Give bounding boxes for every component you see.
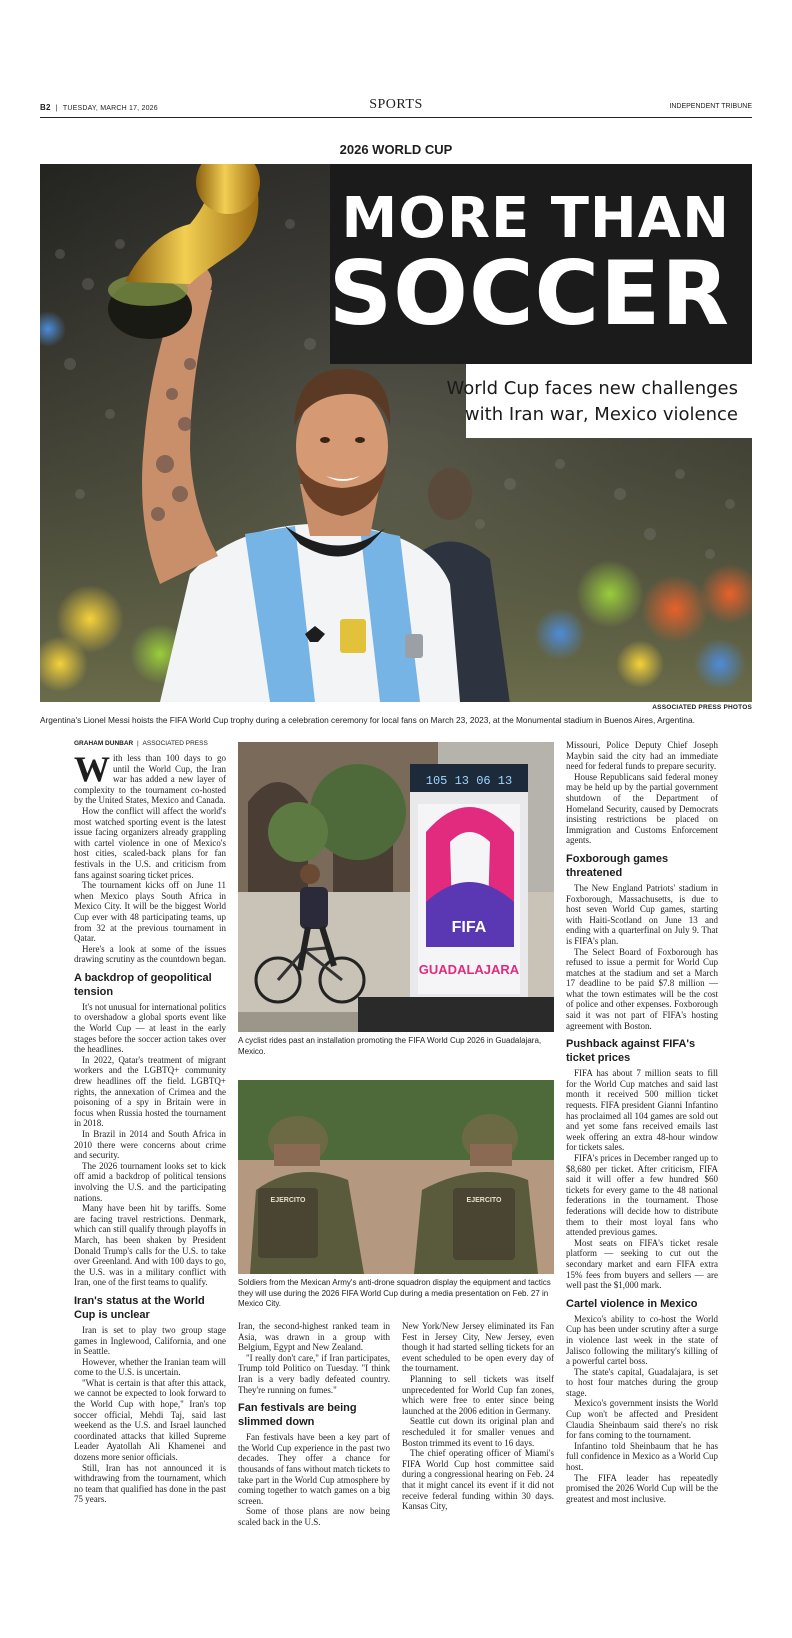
paragraph: Planning to sell tickets was itself unprecedented for World Cup fan zones, which were free to enter since being launched at the 2006 edition in Germany. (402, 1373, 554, 1416)
subheadline-line-1: World Cup faces new challenges (446, 378, 738, 399)
paragraph: Fan festivals have been a key part of the World Cup experience in the past two decades. They offer a chance for thousands of fans without match tickets to take part in the World Cup atmosphere by coming together to watch games on a big screen. (238, 1432, 390, 1506)
paragraph: Most seats on FIFA's ticket resale platform — seeking to cut out the secondary market and earn FIFA extra 15% fees from buyers and sellers — are well past the $1,000 mark. (566, 1237, 718, 1291)
hero-caption: Argentina's Lionel Messi hoists the FIFA World Cup trophy during a celebration ceremony for local fans on March 23, 2023, at the Monumental stadium in Buenos Aires, Argentina. (40, 715, 695, 725)
photo-soldiers (238, 1080, 554, 1274)
article-column-1 (74, 740, 226, 1505)
byline-agency: ASSOCIATED PRESS (142, 740, 208, 747)
paragraph: Some of those plans are now being scaled back in the U.S. (238, 1506, 390, 1527)
paragraph: FIFA has about 7 million seats to fill for the World Cup matches and said last month it received 500 million ticket requests. FIFA president Gianni Infantino has proclaimed all 104 games are sold out and yet some fans received emails last week offering an extra 48-hour window for tickets sales. (566, 1068, 718, 1153)
paragraph: Iran, the second-highest ranked team in Asia, was drawn in a group with Belgium, Egypt and New Zealand. (238, 1321, 390, 1353)
paragraph: However, whether the Iranian team will come to the U.S. is uncertain. (74, 1356, 226, 1378)
article-column-3 (402, 1321, 554, 1512)
folio-rule (40, 117, 752, 118)
hero-photo (40, 164, 752, 702)
paragraph: House Republicans said federal money may be held up by the partial government shutdown of the Department of Homeland Security, caused by Democrats insisting restrictions be placed on Immigration and Customs Enforcement agents. (566, 771, 718, 846)
subhead: Fan festivals are being slimmed down (238, 1402, 357, 1429)
photo-guadalajara-caption: A cyclist rides past an installation promoting the FIFA World Cup 2026 in Guadalajara, Mexico. (238, 1036, 542, 1056)
page-number: B2 (40, 103, 51, 112)
article-column-4 (566, 740, 718, 1504)
paragraph: "I really don't care," if Iran participates, Trump told Politico on Tuesday. "I think Iran is a very badly defeated country. They're running on fumes." (238, 1352, 390, 1395)
section-name: SPORTS (369, 97, 423, 112)
subheadline-box (446, 364, 752, 438)
subheadline-line-2: with Iran war, Mexico violence (464, 404, 738, 425)
patch-left-text: EJERCITO (270, 1197, 306, 1204)
headline-line-2: SOCCER (328, 242, 730, 345)
paragraph: Iran is set to play two group stage games in Inglewood, California, and one in Seattle. (74, 1324, 226, 1357)
byline-sep: | (137, 740, 139, 747)
drop-cap: W (74, 749, 110, 789)
paragraph: "What is certain is that after this attack, we cannot be expected to look forward to the World Cup with hope," Iran's top soccer official, Mehdi Taj, said last weekend as the U.S. and Israel launched coordinated attacks that killed Supreme Leader Ayatollah Ali Khamenei and dozens more senior officials. (74, 1377, 226, 1463)
folio-separator: | (55, 105, 58, 112)
paragraph: Still, Iran has not announced it is withdrawing from the tournament, which no team that qualified has done in the past 75 years. (74, 1462, 226, 1505)
paragraph: FIFA's prices in December ranged up to $8,680 per ticket. After criticism, FIFA said it will offer a few hundred $60 tickets for every game to the 48 national federations in the tournament. Those federations will decide how to distribute them to their most loyal fans who attended previous games. (566, 1153, 718, 1238)
paragraph: Mexico's ability to co-host the World Cup has been under scrutiny after a surge in violence last week in the state of Jalisco following the military's killing of a powerful cartel boss. (566, 1313, 718, 1367)
byline (74, 740, 226, 747)
paragraph: Many have been hit by tariffs. Some are facing travel restrictions. Denmark, which can still qualify through playoffs in March, has been shaken by President Donald Trump's calls for the U.S. to take over Greenland. And with 100 days to go, the U.S. was in a military conflict with Iran, one of the first teams to qualify. (74, 1203, 226, 1288)
soldiers-illustration (238, 1080, 554, 1274)
paragraph: In Brazil in 2014 and South Africa in 2010 there were concerns about crime and security. (74, 1129, 226, 1161)
paragraph: Mexico's government insists the World Cup won't be affected and President Claudia Sheinbaum said there's no risk for fans coming to the tournament. (566, 1398, 718, 1441)
paragraph: Infantino told Sheinbaum that he has full confidence in Mexico as a World Cup host. (566, 1440, 718, 1473)
headline-line-1: MORE THAN (341, 186, 730, 251)
sign-city-text: GUADALAJARA (418, 962, 520, 977)
subhead: Pushback against FIFA's ticket prices (566, 1038, 696, 1065)
paragraph: The 2026 tournament looks set to kick off amid a backdrop of political tensions involving the U.S. and the participating nations. (74, 1160, 226, 1203)
kicker: 2026 WORLD CUP (339, 142, 453, 157)
byline-author: GRAHAM DUNBAR (74, 740, 134, 747)
subhead: Iran's status at the World Cup is unclear (74, 1294, 205, 1321)
paragraph: The tournament kicks off on June 11 when Mexico plays South Africa in Mexico City. It will be the biggest World Cup ever with 48 participating teams, up from 32 at the previous tournament in Qatar. (74, 880, 226, 944)
patch-right-text: EJERCITO (466, 1197, 502, 1204)
subhead: A backdrop of geopolitical tension (74, 971, 212, 998)
paragraph: Seattle cut down its original plan and rescheduled it for smaller venues and Boston trimmed its event to 16 days. (402, 1416, 554, 1448)
paragraph: It's not unusual for international politics to overshadow a global sports event like the World Cup — at least in the early stages before the soccer action takes over the headlines. (74, 1001, 226, 1055)
guadalajara-illustration (238, 742, 554, 1032)
subhead: Cartel violence in Mexico (566, 1297, 698, 1310)
photo-guadalajara (238, 742, 554, 1032)
sign-fifa-text: FIFA (451, 919, 487, 936)
issue-date: TUESDAY, MARCH 17, 2026 (62, 105, 158, 112)
countdown-clock-text: 105 13 06 13 (425, 774, 513, 788)
subhead: Foxborough games threatened (566, 852, 669, 879)
paragraph: How the conflict will affect the world's most watched sporting event is the latest issue facing organizers already grappling with cartel violence in one of Mexico's host cities, scaled-back plans for fan festivals in the U.S. and criticism from fans against soaring ticket prices. (74, 805, 226, 880)
article-column-2 (238, 1321, 390, 1528)
paragraph: The New England Patriots' stadium in Foxborough, Massachusetts, is due to host seven World Cup games, starting with Haiti-Scotland on June 13 and ending with a quarterfinal on July 9. That is FIFA's plan. (566, 882, 718, 946)
paragraph: The chief operating officer of Miami's FIFA World Cup host committee said during a congressional hearing on Feb. 24 that it might cancel its event if it did not receive federal funding within 30 days. Kansas City, (402, 1448, 554, 1512)
paragraph: The state's capital, Guadalajara, is set to host four matches during the group stage. (566, 1366, 718, 1398)
newspaper-name: INDEPENDENT TRIBUNE (669, 103, 752, 110)
page-folio (40, 97, 752, 119)
paragraph: The FIFA leader has repeatedly promised the 2026 World Cup will be the greatest and most inclusive. (566, 1472, 718, 1504)
photo-credit: ASSOCIATED PRESS PHOTOS (652, 704, 752, 711)
paragraph: Missouri, Police Deputy Chief Joseph Maybin said the city had an immediate need for federal funds to prepare security. (566, 740, 718, 772)
paragraph: Here's a look at some of the issues drawing scrutiny as the countdown began. (74, 943, 226, 965)
paragraph: The Select Board of Foxborough has refused to issue a permit for World Cup matches at the stadium and set a March 17 deadline to be paid $7.8 million — what the town estimates will be the cost of police and other expenses. Foxborough said it was not part of FIFA's hosting agreement with Boston. (566, 946, 718, 1031)
paragraph: With less than 100 days to go until the World Cup, the Iran war has added a new layer of complexity to the tournament co-hosted by the United States, Mexico and Canada. (74, 749, 226, 806)
paragraph: New York/New Jersey eliminated its Fan Fest in Jersey City, New Jersey, even though it had started selling tickets for an event scheduled to be open every day of the tournament. (402, 1321, 554, 1374)
photo-soldiers-caption: Soldiers from the Mexican Army's anti-drone squadron display the equipment and tactics they will use during the 2026 FIFA World Cup during a media presentation on Feb. 27 in Mexico City. (238, 1278, 551, 1308)
headline-box (330, 164, 752, 364)
paragraph: In 2022, Qatar's treatment of migrant workers and the LGBTQ+ community drew headlines off the field. LGBTQ+ rights, the annexation of Crimea and the poisoning of a spy in Britain were in focus when Russia hosted the tournament in 2018. (74, 1054, 226, 1129)
